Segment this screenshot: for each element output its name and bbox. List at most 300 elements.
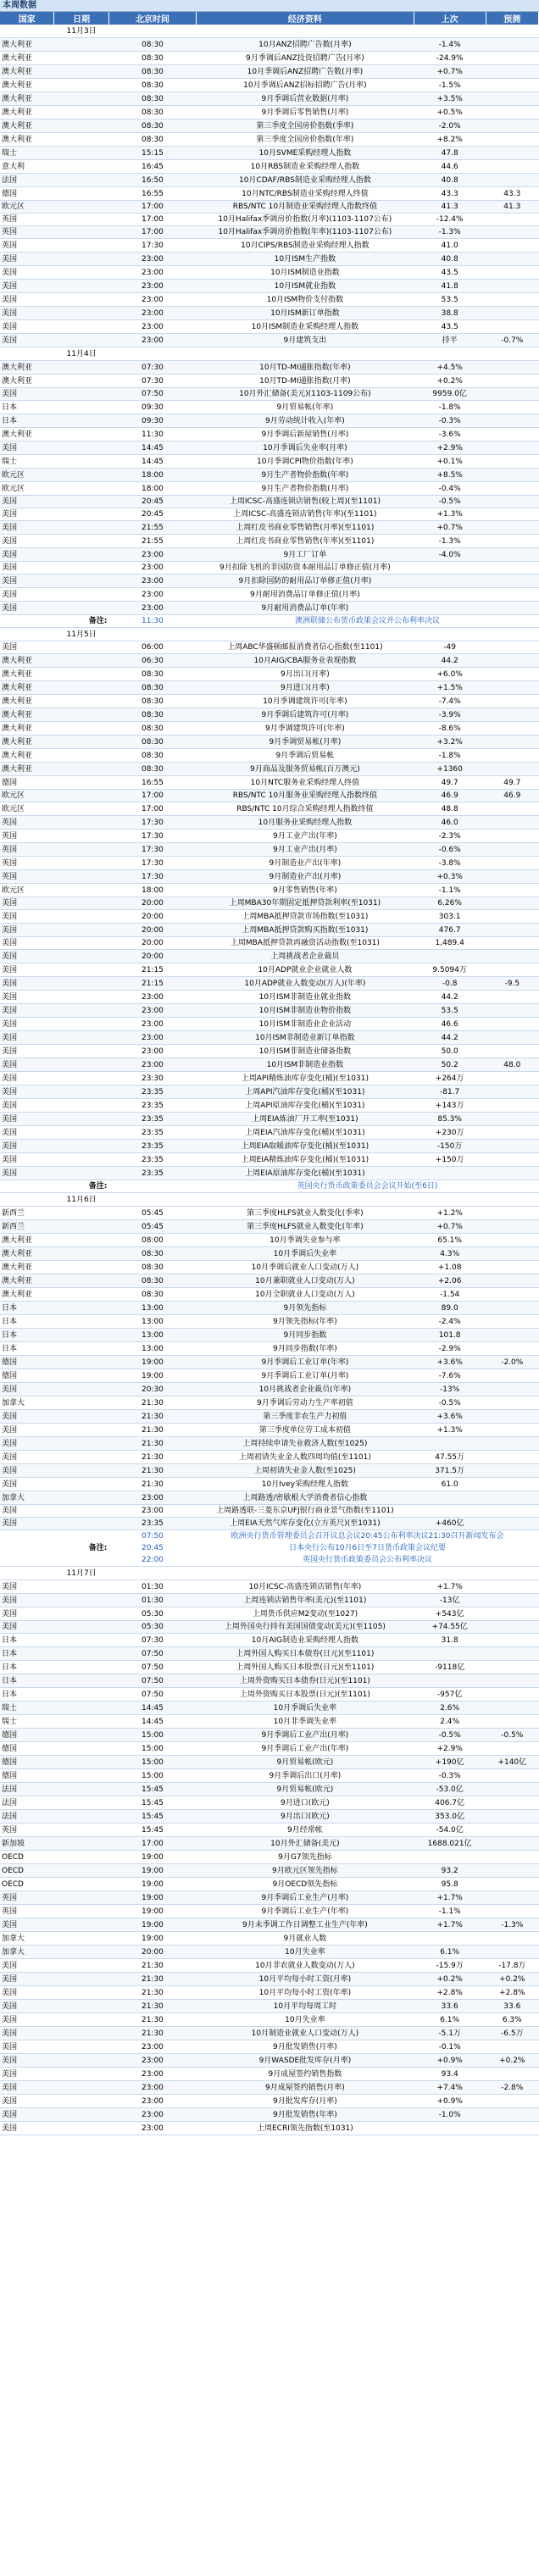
previous-value-cell xyxy=(414,1932,486,1946)
time-cell: 21:55 xyxy=(108,535,196,548)
time-cell: 23:35 xyxy=(108,1126,196,1140)
forecast-cell xyxy=(486,963,538,977)
event-cell: 9月季调建筑许可(年率) xyxy=(197,722,414,736)
forecast-cell xyxy=(486,1674,538,1688)
forecast-cell xyxy=(486,147,538,160)
forecast-cell xyxy=(486,307,538,320)
country-cell: 日本 xyxy=(0,1342,54,1356)
date-cell xyxy=(54,1302,108,1315)
country-cell: 德国 xyxy=(0,1729,54,1742)
previous-value-cell: -2.0% xyxy=(414,119,486,133)
date-cell xyxy=(54,320,108,334)
time-cell: 11:30 xyxy=(108,428,196,441)
time-cell: 07:50 xyxy=(108,388,196,401)
event-cell: 9月未季调工作日调整工业生产(年率) xyxy=(197,1918,414,1932)
event-cell: 10月NTC服务业采购经理人终值 xyxy=(197,776,414,790)
forecast-cell xyxy=(486,441,538,455)
previous-value-cell: 44.2 xyxy=(414,991,486,1004)
time-cell: 21:55 xyxy=(108,521,196,535)
time-cell: 15:15 xyxy=(108,147,196,160)
forecast-cell xyxy=(486,950,538,963)
date-cell xyxy=(54,736,108,749)
table-row xyxy=(0,1099,539,1113)
table-row xyxy=(0,1674,539,1688)
previous-value-cell: 53.5 xyxy=(414,1004,486,1018)
note-time xyxy=(108,1180,196,1193)
previous-value-cell: -1.4% xyxy=(414,38,486,52)
table-row xyxy=(0,1742,539,1756)
time-cell: 23:30 xyxy=(108,1072,196,1085)
previous-value-cell: 2.4% xyxy=(414,1715,486,1729)
time-cell: 23:00 xyxy=(108,320,196,334)
date-cell xyxy=(54,1099,108,1113)
date-cell xyxy=(54,749,108,763)
time-cell: 07:50 xyxy=(108,1688,196,1702)
date-cell xyxy=(54,588,108,602)
previous-value-cell xyxy=(414,1437,486,1451)
time-cell: 21:15 xyxy=(108,977,196,991)
country-cell: 加拿大 xyxy=(0,1932,54,1946)
date-cell xyxy=(54,441,108,455)
time-cell: 07:30 xyxy=(108,375,196,388)
event-cell: 10月服务业采购经理人指数 xyxy=(197,816,414,830)
country-cell: OECD xyxy=(0,1851,54,1864)
table-row xyxy=(0,910,539,924)
event-cell: 上周挑战者企业裁员 xyxy=(197,950,414,963)
table-row xyxy=(0,307,539,320)
time-cell: 21:30 xyxy=(108,1478,196,1491)
previous-value-cell: 持平 xyxy=(414,334,486,347)
country-cell: 美国 xyxy=(0,1167,54,1180)
forecast-cell xyxy=(486,106,538,119)
table-row xyxy=(0,1702,539,1715)
previous-value-cell: 46.6 xyxy=(414,1018,486,1031)
forecast-cell xyxy=(486,602,538,615)
time-cell: 23:35 xyxy=(108,1099,196,1113)
table-row xyxy=(0,1946,539,1959)
time-cell: 23:00 xyxy=(108,334,196,347)
table-row xyxy=(0,1756,539,1769)
previous-value-cell: 44.2 xyxy=(414,1031,486,1045)
country-cell: 美国 xyxy=(0,963,54,977)
date-cell xyxy=(54,428,108,441)
time-cell: 07:30 xyxy=(108,1634,196,1647)
forecast-cell xyxy=(486,1505,538,1518)
previous-value-cell: 31.8 xyxy=(414,1634,486,1647)
country-cell: 美国 xyxy=(0,562,54,575)
country-cell: 法国 xyxy=(0,1796,54,1810)
previous-value-cell: 95.8 xyxy=(414,1878,486,1891)
table-row xyxy=(0,641,539,654)
row-country-cell xyxy=(0,1567,54,1580)
event-cell: 10月RBS制造业采购经理人指数 xyxy=(197,160,414,174)
forecast-cell xyxy=(486,174,538,187)
table-row xyxy=(0,1261,539,1274)
event-cell: 9月季调后工业订单(月率) xyxy=(197,1369,414,1383)
date-cell xyxy=(54,1769,108,1783)
time-cell: 16:55 xyxy=(108,776,196,790)
event-cell: 上周ABC华盛顿邮报消费者信心指数(至1101) xyxy=(197,641,414,654)
date-cell xyxy=(54,654,108,668)
forecast-cell xyxy=(486,1437,538,1451)
time-cell: 18:00 xyxy=(108,884,196,897)
time-cell: 21:30 xyxy=(108,2013,196,2027)
date-cell xyxy=(54,38,108,52)
previous-value-cell: +8.2% xyxy=(414,133,486,147)
country-cell: 美国 xyxy=(0,1140,54,1153)
previous-value-cell: 61.0 xyxy=(414,1478,486,1491)
time-cell: 23:00 xyxy=(108,1045,196,1058)
time-cell: 23:35 xyxy=(108,1153,196,1167)
previous-value-cell: +2.06 xyxy=(414,1274,486,1288)
time-cell: 16:50 xyxy=(108,174,196,187)
table-row xyxy=(0,1621,539,1634)
forecast-cell xyxy=(486,843,538,857)
date-cell xyxy=(54,897,108,910)
forecast-cell xyxy=(486,1478,538,1491)
forecast-cell xyxy=(486,455,538,469)
previous-value-cell: +190亿 xyxy=(414,1756,486,1769)
event-cell: 第三季度非农生产力初值 xyxy=(197,1410,414,1424)
date-cell xyxy=(54,722,108,736)
row-country-cell xyxy=(0,347,54,361)
event-cell: 10月季调失业参与率 xyxy=(197,1234,414,1247)
time-cell: 20:30 xyxy=(108,1383,196,1396)
event-cell: 9月G7领先指标 xyxy=(197,1851,414,1864)
day-label: 11月7日 xyxy=(54,1567,108,1580)
forecast-cell xyxy=(486,521,538,535)
country-cell: 美国 xyxy=(0,293,54,307)
previous-value-cell: +0.9% xyxy=(414,2095,486,2108)
country-cell: 美国 xyxy=(0,1072,54,1085)
country-cell: 美国 xyxy=(0,924,54,937)
forecast-cell xyxy=(486,1004,538,1018)
previous-value-cell: +0.7% xyxy=(414,521,486,535)
date-cell xyxy=(54,535,108,548)
forecast-cell xyxy=(486,695,538,708)
time-cell: 23:00 xyxy=(108,575,196,588)
forecast-cell xyxy=(486,1302,538,1315)
event-cell: 10月季调后失业率 xyxy=(197,1247,414,1261)
time-cell: 23:35 xyxy=(108,1085,196,1099)
time-cell: 23:00 xyxy=(108,293,196,307)
table-row xyxy=(0,334,539,347)
time-cell: 23:00 xyxy=(108,562,196,575)
country-cell: 澳大利亚 xyxy=(0,106,54,119)
country-cell: 澳大利亚 xyxy=(0,708,54,722)
event-cell: 9月季调后ANZ投资招聘广告(月率) xyxy=(197,52,414,65)
forecast-cell xyxy=(486,1464,538,1478)
time-cell: 21:30 xyxy=(108,1410,196,1424)
time-cell: 14:45 xyxy=(108,1702,196,1715)
time-cell: 08:30 xyxy=(108,119,196,133)
previous-value-cell: -3.9% xyxy=(414,708,486,722)
table-row xyxy=(0,2027,539,2040)
time-cell: 17:00 xyxy=(108,802,196,816)
country-cell: 瑞士 xyxy=(0,1715,54,1729)
event-cell: 10月AIG制造业采购经理人指数 xyxy=(197,1634,414,1647)
table-row xyxy=(0,1126,539,1140)
event-cell: 10月ISM生产指数 xyxy=(197,253,414,266)
previous-value-cell: +0.5% xyxy=(414,106,486,119)
previous-value-cell: +543亿 xyxy=(414,1607,486,1621)
event-cell: 9月季调后零售销售(月率) xyxy=(197,106,414,119)
previous-value-cell: -1.5% xyxy=(414,79,486,92)
table-row xyxy=(0,1491,539,1505)
event-cell: 9月劳动统计收入(年率) xyxy=(197,414,414,428)
country-cell: 澳大利亚 xyxy=(0,79,54,92)
forecast-cell xyxy=(486,1491,538,1505)
table-row xyxy=(0,1302,539,1315)
previous-value-cell: 93.4 xyxy=(414,2068,486,2081)
forecast-cell xyxy=(486,1621,538,1634)
event-cell: 9月工业产出(月率) xyxy=(197,843,414,857)
date-cell xyxy=(54,1140,108,1153)
table-row xyxy=(0,602,539,615)
economic-calendar-table xyxy=(0,12,539,2135)
table-row xyxy=(0,2040,539,2054)
previous-value-cell: 4.3% xyxy=(414,1247,486,1261)
time-cell: 15:00 xyxy=(108,1729,196,1742)
country-cell: 澳大利亚 xyxy=(0,1261,54,1274)
date-cell xyxy=(54,508,108,521)
time-cell: 20:00 xyxy=(108,924,196,937)
date-cell xyxy=(54,1153,108,1167)
forecast-cell xyxy=(486,681,538,695)
date-cell xyxy=(54,857,108,870)
country-cell: 美国 xyxy=(0,977,54,991)
time-cell: 20:00 xyxy=(108,1946,196,1959)
country-cell: 加拿大 xyxy=(0,1396,54,1410)
forecast-cell xyxy=(486,1072,538,1085)
table-row xyxy=(0,1905,539,1918)
table-row xyxy=(0,38,539,52)
event-cell: 10月Ivey采购经理人指数 xyxy=(197,1478,414,1491)
forecast-cell xyxy=(486,641,538,654)
time-cell: 23:00 xyxy=(108,588,196,602)
event-cell: 9月季调后工业产出(年率) xyxy=(197,1742,414,1756)
forecast-cell xyxy=(486,1647,538,1661)
previous-value-cell: 65.1% xyxy=(414,1234,486,1247)
table-row xyxy=(0,174,539,187)
previous-value-cell: -7.6% xyxy=(414,1369,486,1383)
previous-value-cell: -2.4% xyxy=(414,1315,486,1329)
date-cell xyxy=(54,830,108,843)
table-row xyxy=(0,1234,539,1247)
country-cell: OECD xyxy=(0,1864,54,1878)
table-row xyxy=(0,1113,539,1126)
forecast-cell xyxy=(486,937,538,950)
previous-value-cell: +3.2% xyxy=(414,736,486,749)
table-row xyxy=(0,924,539,937)
date-cell xyxy=(54,776,108,790)
event-cell: 10月ISM非制造业储备指数 xyxy=(197,1045,414,1058)
table-row xyxy=(0,1661,539,1674)
event-cell: 上周MBA30年期固定抵押贷款利率(至1031) xyxy=(197,897,414,910)
time-cell: 13:00 xyxy=(108,1329,196,1342)
time-cell: 17:00 xyxy=(108,226,196,239)
event-cell: 9月贸易帐(年率) xyxy=(197,401,414,414)
table-row xyxy=(0,830,539,843)
event-cell: RBS/NTC 10月综合采购经理人指数终值 xyxy=(197,802,414,816)
country-cell: 澳大利亚 xyxy=(0,749,54,763)
date-cell xyxy=(54,1410,108,1424)
event-cell: 10月季调后就业人口变动(万人) xyxy=(197,1261,414,1274)
section-title: 本周数据 xyxy=(0,0,539,12)
time-cell: 23:00 xyxy=(108,548,196,562)
table-row xyxy=(0,1729,539,1742)
time-cell: 15:45 xyxy=(108,1810,196,1824)
note-row xyxy=(0,615,539,628)
previous-value-cell: +1.7% xyxy=(414,1918,486,1932)
country-cell: 法国 xyxy=(0,1783,54,1796)
event-cell: 9月成屋签约销售指数 xyxy=(197,2068,414,2081)
forecast-cell xyxy=(486,1207,538,1220)
country-cell: 澳大利亚 xyxy=(0,1234,54,1247)
event-cell: 上周EIA精炼油库存变化(桶)(至1031) xyxy=(197,1153,414,1167)
time-cell: 23:00 xyxy=(108,1031,196,1045)
previous-value-cell xyxy=(414,1674,486,1688)
forecast-cell xyxy=(486,2122,538,2135)
event-cell: 10月Halifax季调房价指数(月率)(1103-1107公布) xyxy=(197,214,414,226)
country-cell: 澳大利亚 xyxy=(0,736,54,749)
previous-value-cell: +0.1% xyxy=(414,455,486,469)
previous-value-cell: 9959.0亿 xyxy=(414,388,486,401)
forecast-cell xyxy=(486,1518,538,1530)
table-row xyxy=(0,266,539,280)
date-cell xyxy=(54,1004,108,1018)
previous-value-cell: 101.8 xyxy=(414,1329,486,1342)
previous-value-cell: 371.5万 xyxy=(414,1464,486,1478)
table-row xyxy=(0,52,539,65)
time-cell: 15:00 xyxy=(108,1756,196,1769)
time-cell: 23:00 xyxy=(108,2081,196,2095)
time-cell: 08:30 xyxy=(108,52,196,65)
day-header-row xyxy=(0,1193,539,1207)
event-cell: 10月ADP就业企业就业人数 xyxy=(197,963,414,977)
country-cell: 澳大利亚 xyxy=(0,65,54,79)
table-row xyxy=(0,253,539,266)
previous-value-cell: 353.0亿 xyxy=(414,1810,486,1824)
event-cell: 9月成屋签约销售(月率) xyxy=(197,2081,414,2095)
forecast-cell xyxy=(486,884,538,897)
date-cell xyxy=(54,1072,108,1085)
event-cell: 9月出口(欧元) xyxy=(197,1810,414,1824)
event-cell: 10月Halifax季调房价指数(年率)(1103-1107公布) xyxy=(197,226,414,239)
note-time: 11:30 xyxy=(108,615,196,628)
time-cell: 19:00 xyxy=(108,1905,196,1918)
time-cell: 07:30 xyxy=(108,361,196,375)
forecast-cell xyxy=(486,1153,538,1167)
event-cell: 10月TD-MI通胀指数(年率) xyxy=(197,361,414,375)
event-cell: 10月ICSC-高盛连锁店销售(年率) xyxy=(197,1580,414,1594)
table-row xyxy=(0,843,539,857)
forecast-cell xyxy=(486,1451,538,1464)
day-header-row xyxy=(0,1567,539,1580)
event-cell: 10月ISM非制造业指数 xyxy=(197,1058,414,1072)
country-cell: 日本 xyxy=(0,1329,54,1342)
forecast-cell: +140亿 xyxy=(486,1756,538,1769)
previous-value-cell: -5.1万 xyxy=(414,2027,486,2040)
country-cell: 日本 xyxy=(0,1661,54,1674)
time-cell: 15:45 xyxy=(108,1796,196,1810)
table-row xyxy=(0,1607,539,1621)
event-cell: 9月季调后出口(月率) xyxy=(197,1769,414,1783)
time-cell: 08:00 xyxy=(108,1234,196,1247)
country-cell: 美国 xyxy=(0,1424,54,1437)
previous-value-cell xyxy=(414,562,486,575)
date-cell xyxy=(54,1491,108,1505)
date-cell xyxy=(54,641,108,654)
event-cell: 9月OECD领先指标 xyxy=(197,1878,414,1891)
table-row xyxy=(0,950,539,963)
time-cell: 23:00 xyxy=(108,307,196,320)
previous-value-cell: 89.0 xyxy=(414,1302,486,1315)
forecast-cell xyxy=(486,496,538,508)
country-cell: 英国 xyxy=(0,857,54,870)
time-cell: 19:00 xyxy=(108,1356,196,1369)
date-cell xyxy=(54,843,108,857)
row-country-cell xyxy=(0,25,54,38)
table-row xyxy=(0,1369,539,1383)
time-cell: 23:00 xyxy=(108,1505,196,1518)
table-row xyxy=(0,280,539,293)
event-cell: 10月失业率 xyxy=(197,1946,414,1959)
time-cell: 08:30 xyxy=(108,92,196,106)
country-cell: 德国 xyxy=(0,1742,54,1756)
event-cell: 10月ISM就业指数 xyxy=(197,280,414,293)
event-cell: 10月平均每小时工资(年率) xyxy=(197,1986,414,2000)
forecast-cell xyxy=(486,1932,538,1946)
time-cell: 13:00 xyxy=(108,1315,196,1329)
event-cell: 9月领先指标 xyxy=(197,1302,414,1315)
forecast-cell xyxy=(486,668,538,681)
date-cell xyxy=(54,1342,108,1356)
country-cell: 美国 xyxy=(0,1085,54,1099)
time-cell: 14:45 xyxy=(108,1715,196,1729)
note-label: 备注: xyxy=(54,615,108,628)
previous-value-cell: 476.7 xyxy=(414,924,486,937)
forecast-cell xyxy=(486,1851,538,1864)
row-country-cell xyxy=(0,615,54,628)
event-cell: 9月建筑支出 xyxy=(197,334,414,347)
note-row xyxy=(0,1530,539,1567)
country-cell: 欧元区 xyxy=(0,884,54,897)
country-cell: 瑞士 xyxy=(0,147,54,160)
event-cell: 上周连锁店销售年率(美元)(至1101) xyxy=(197,1594,414,1607)
time-cell: 21:30 xyxy=(108,1437,196,1451)
event-cell: 9月WASDE批发库存(月率) xyxy=(197,2054,414,2068)
country-cell: 美国 xyxy=(0,588,54,602)
previous-value-cell: -0.5% xyxy=(414,1729,486,1742)
country-cell: 美国 xyxy=(0,2081,54,2095)
date-cell xyxy=(54,174,108,187)
date-cell xyxy=(54,2122,108,2135)
event-cell: 10月TD-MI通胀指数(月率) xyxy=(197,375,414,388)
country-cell: 澳大利亚 xyxy=(0,133,54,147)
date-cell xyxy=(54,562,108,575)
event-cell: 10月季调后ANZ招聘广告数(月率) xyxy=(197,65,414,79)
event-cell: 9月进口(欧元) xyxy=(197,1796,414,1810)
date-cell xyxy=(54,2027,108,2040)
previous-value-cell: 46.0 xyxy=(414,816,486,830)
previous-value-cell: +3.6% xyxy=(414,1356,486,1369)
table-row xyxy=(0,1478,539,1491)
previous-value-cell: 43.5 xyxy=(414,320,486,334)
previous-value-cell: -15.9万 xyxy=(414,1959,486,1973)
forecast-cell xyxy=(486,1315,538,1329)
previous-value-cell: 33.6 xyxy=(414,2000,486,2013)
